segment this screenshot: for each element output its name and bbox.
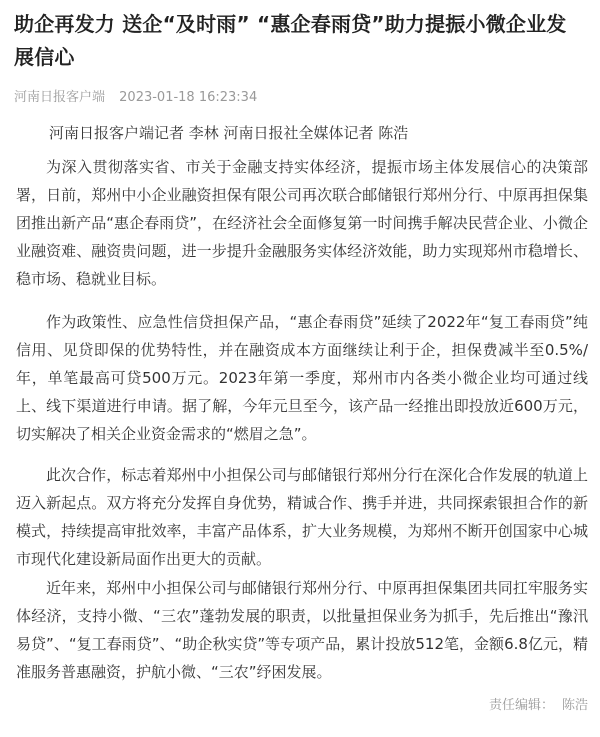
editor-name: 陈浩 xyxy=(561,698,588,713)
article-meta xyxy=(14,88,586,108)
article-paragraph-3: 此次合作，标志着郑州中小担保公司与邮储银行郑州分行在深化合作发展的轨道上迈入新起点。双方将充分发挥自身优势，精诚合作、携手并进，共同探索银担合作的新模式，持续提高审批效率，丰富产品体系，扩大业务规模，为郑州不断开创国家中心城市现代化建设新局面作出更大的贡献。 xyxy=(16,466,588,568)
article-paragraph-4: 近年来，郑州中小担保公司与邮储银行郑州分行、中原再担保集团共同扛牢服务实体经济，支持小微、“三农”蓬勃发展的职责，以批量担保业务为抓手，先后推出“豫汛易贷”、“复工春雨贷”、“助企秋实贷”等专项产品，累计投放512笔，金额6.8亿元，精准服务普惠融资，护航小微、“三农”纾困发展。 xyxy=(16,579,588,681)
article-paragraph-1: 为深入贯彻落实省、市关于金融支持实体经济，提振市场主体发展信心的决策部署，日前，郑州中小企业融资担保有限公司再次联合邮储银行郑州分行、中原再担保集团推出新产品“惠企春雨贷”，在经济社会全面修复第一时间携手解决民营企业、小微企业融资难、融资贵问题，进一步提升金融服务实体经济效能，助力实现郑州市稳增长、稳市场、稳就业目标。 xyxy=(16,158,588,288)
publish-time: 2023-01-18 16:23:34 xyxy=(119,90,258,105)
article-source[interactable]: 河南日报客户端 xyxy=(14,90,106,105)
responsible-editor xyxy=(489,696,588,716)
article-paragraph-2: 作为政策性、应急性信贷担保产品，“惠企春雨贷”延续了2022年“复工春雨贷”纯信用、见贷即保的优势特性，并在融资成本方面继续让利于企，担保费减半至0.5%/年，单笔最高可贷500万元。2023年第一季度，郑州市内各类小微企业均可通过线上、线下渠道进行申请。据了解，今年元旦至今，该产品一经推出即投放近600万元，切实解决了相关企业资金需求的“燃眉之急”。 xyxy=(16,313,588,443)
article-title: 助企再发力 送企“及时雨” “惠企春雨贷”助力提振小微企业发展信心 xyxy=(14,12,567,69)
article-byline: 河南日报客户端记者 李林 河南日报社全媒体记者 陈浩 xyxy=(49,124,409,142)
editor-label: 责任编辑： xyxy=(488,698,554,713)
